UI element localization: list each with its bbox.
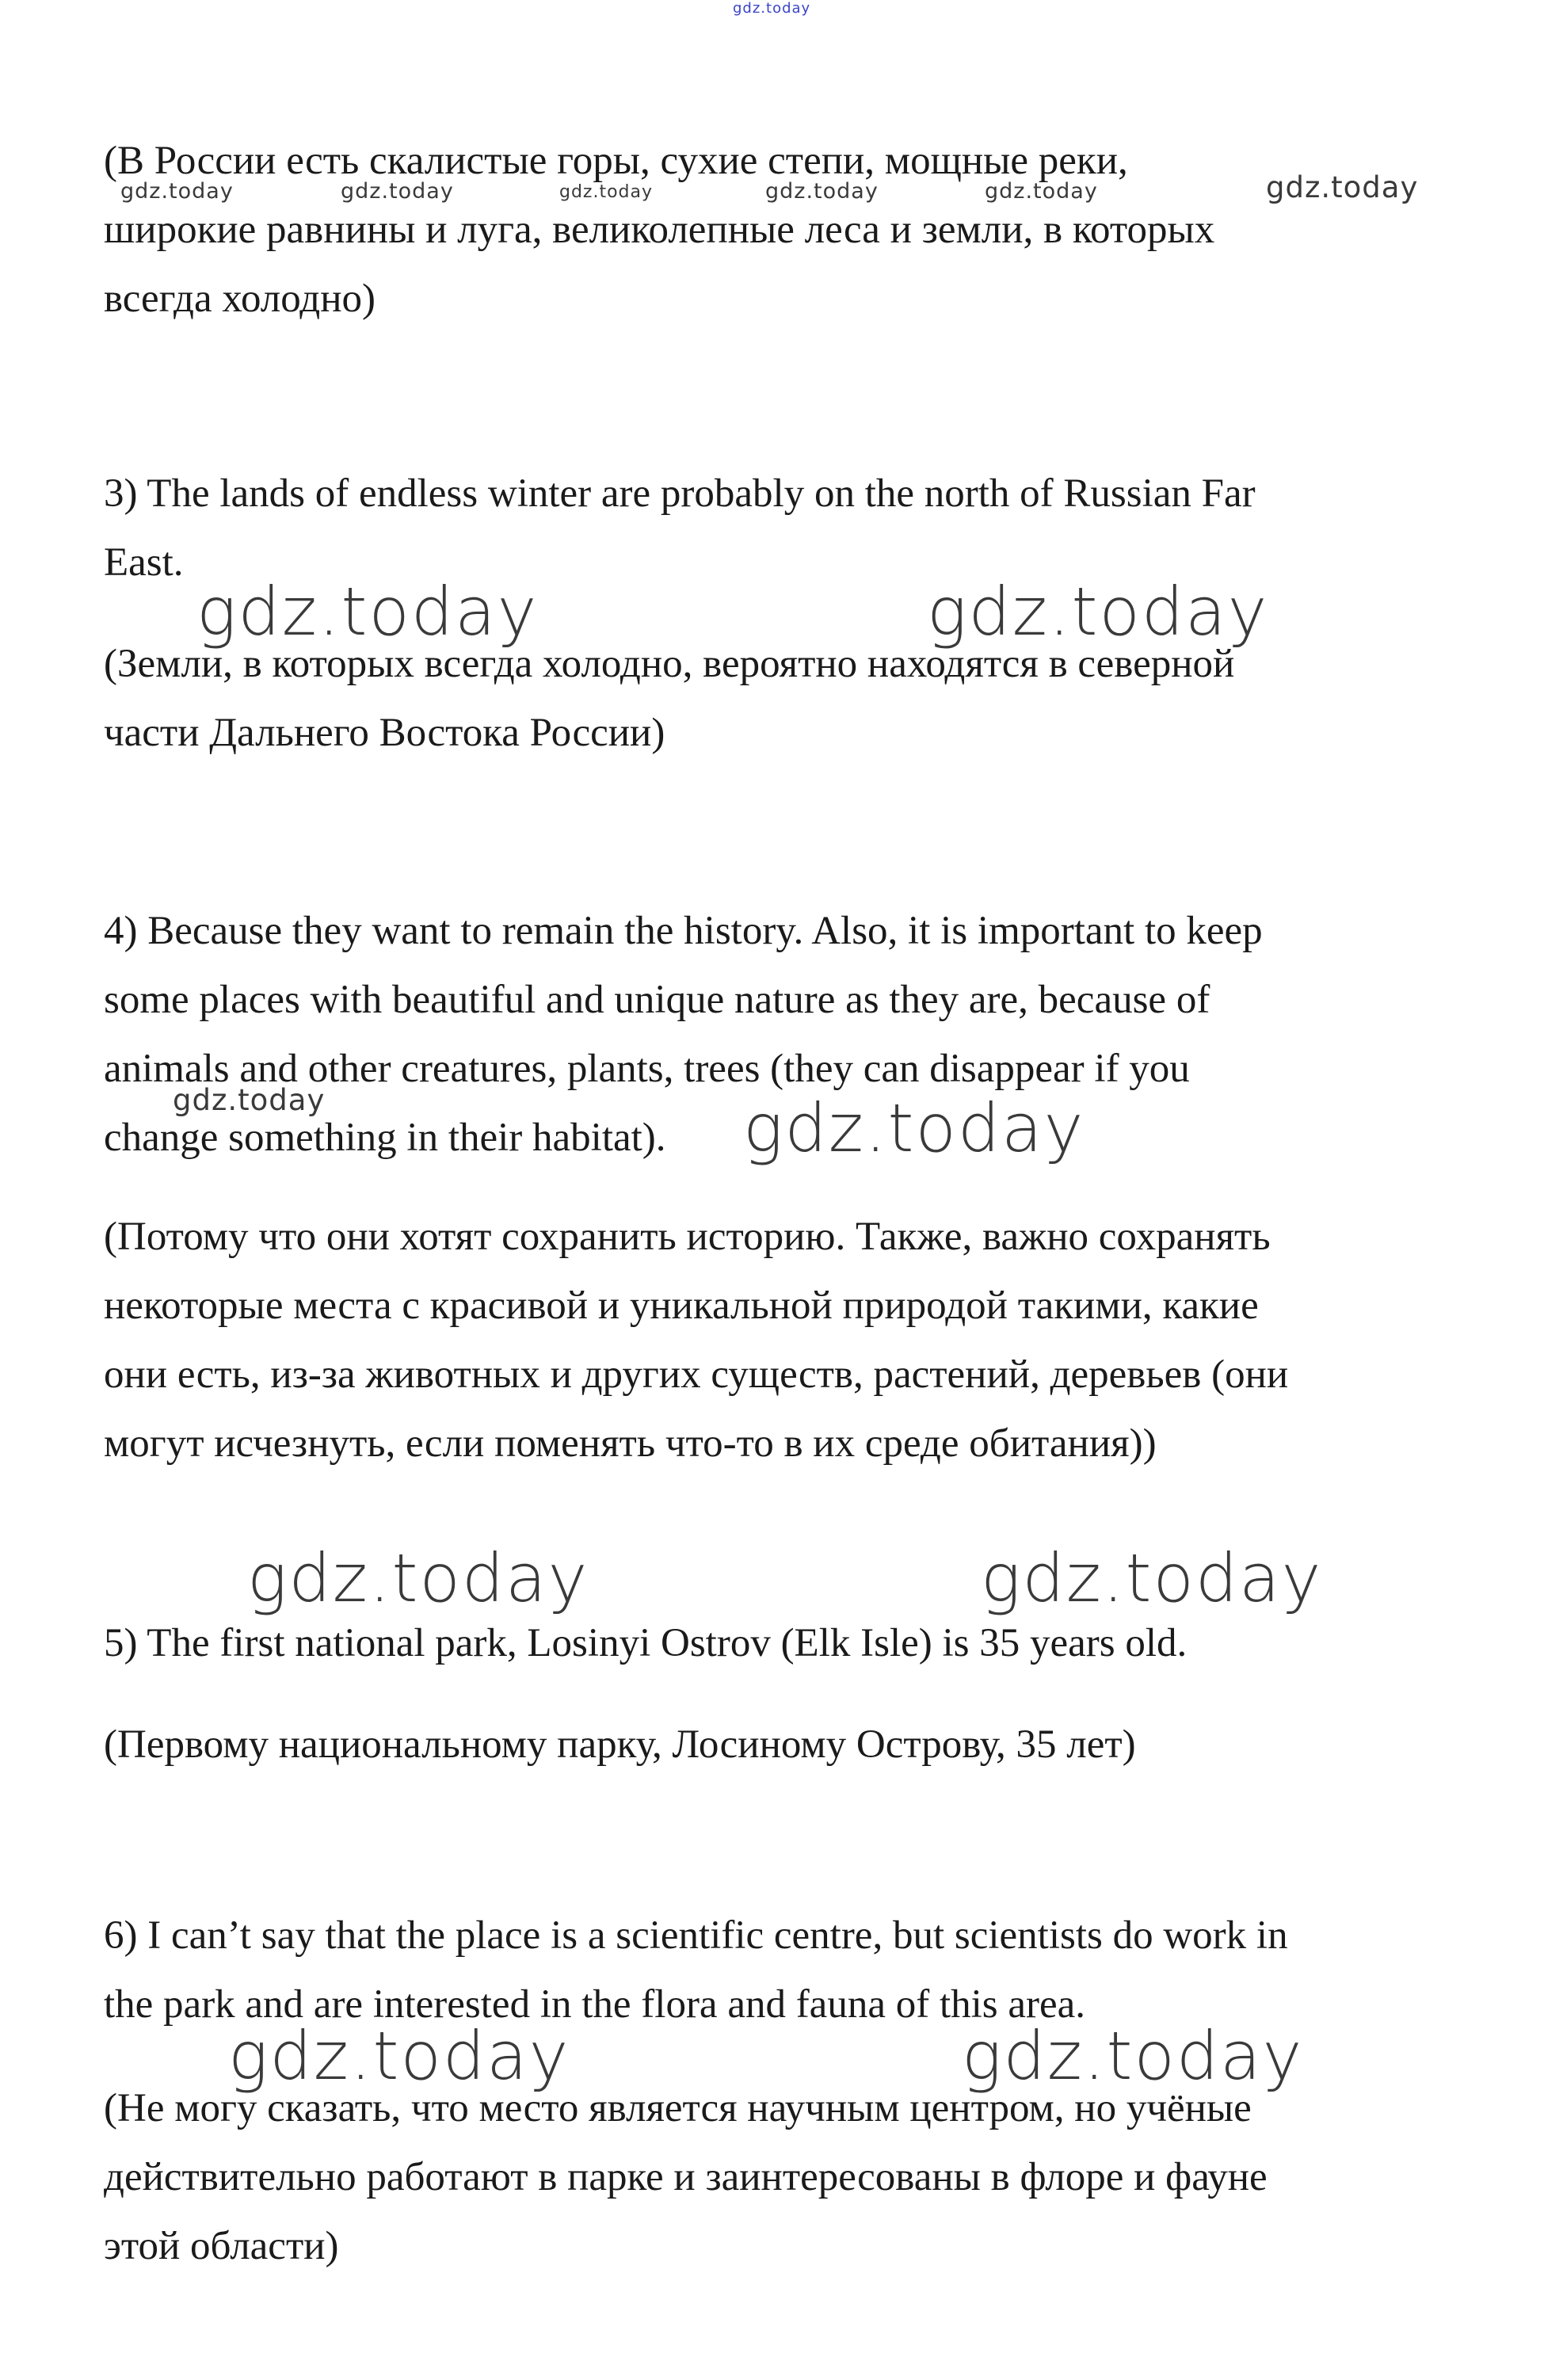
watermark: gdz.today: [765, 179, 879, 204]
watermark: gdz.today: [981, 1539, 1323, 1617]
text-line: (Земли, в которых всегда холодно, вероятно находятся в северной: [104, 642, 1235, 686]
watermark: gdz.today: [733, 0, 811, 17]
text-line: some places with beautiful and unique nature as they are, because of: [104, 978, 1210, 1022]
text-line: 6) I can’t say that the place is a scientific centre, but scientists do work in: [104, 1913, 1288, 1958]
text-line: (Первому национальному парку, Лосиному Острову, 35 лет): [104, 1722, 1136, 1767]
answer-5-translation: [104, 1711, 1474, 1779]
watermark: gdz.today: [1266, 170, 1419, 204]
text-line: animals and other creatures, plants, trees (they can disappear if you: [104, 1047, 1190, 1091]
text-line: действительно работают в парке и заинтересованы в флоре и фауне: [104, 2155, 1268, 2199]
answer-4-translation: [104, 1203, 1474, 1478]
text-line: change something in their habitat).: [104, 1116, 666, 1160]
text-line: (Потому что они хотят сохранить историю. Также, важно сохранять: [104, 1215, 1271, 1259]
answer-3-translation: [104, 630, 1474, 768]
watermark: gdz.today: [743, 1089, 1085, 1167]
watermark: gdz.today: [341, 179, 454, 204]
watermark: gdz.today: [962, 2017, 1304, 2095]
watermark: gdz.today: [985, 179, 1098, 204]
watermark: gdz.today: [196, 573, 539, 650]
text-line: East.: [104, 540, 184, 585]
text-line: всегда холодно): [104, 277, 376, 321]
watermark: gdz.today: [559, 182, 654, 202]
watermark: gdz.today: [120, 179, 234, 204]
watermark: gdz.today: [228, 2017, 570, 2095]
text-line: они есть, из-за животных и других существ, растений, деревьев (они: [104, 1352, 1289, 1397]
text-line: некоторые места с красивой и уникальной природой такими, какие: [104, 1283, 1259, 1328]
watermark: gdz.today: [927, 573, 1269, 650]
text-line: этой области): [104, 2224, 339, 2268]
answer-2-translation: [104, 127, 1474, 334]
text-line: the park and are interested in the flora and fauna of this area.: [104, 1982, 1086, 2027]
watermark: gdz.today: [247, 1539, 589, 1617]
text-line: 5) The first national park, Losinyi Ostrov (Elk Isle) is 35 years old.: [104, 1621, 1188, 1665]
text-line: (Не могу сказать, что место является научным центром, но учёные: [104, 2086, 1252, 2130]
answer-6-translation: [104, 2074, 1474, 2281]
answer-5: [104, 1609, 1474, 1678]
text-line: 3) The lands of endless winter are probably on the north of Russian Far: [104, 471, 1256, 516]
text-line: широкие равнины и луга, великолепные леса и земли, в которых: [104, 208, 1215, 252]
text-line: (В России есть скалистые горы, сухие степи, мощные реки,: [104, 139, 1128, 183]
text-line: 4) Because they want to remain the history. Also, it is important to keep: [104, 909, 1263, 953]
watermark: gdz.today: [173, 1083, 326, 1117]
text-line: могут исчезнуть, если поменять что-то в их среде обитания)): [104, 1421, 1157, 1466]
text-line: части Дальнего Востока России): [104, 711, 665, 755]
